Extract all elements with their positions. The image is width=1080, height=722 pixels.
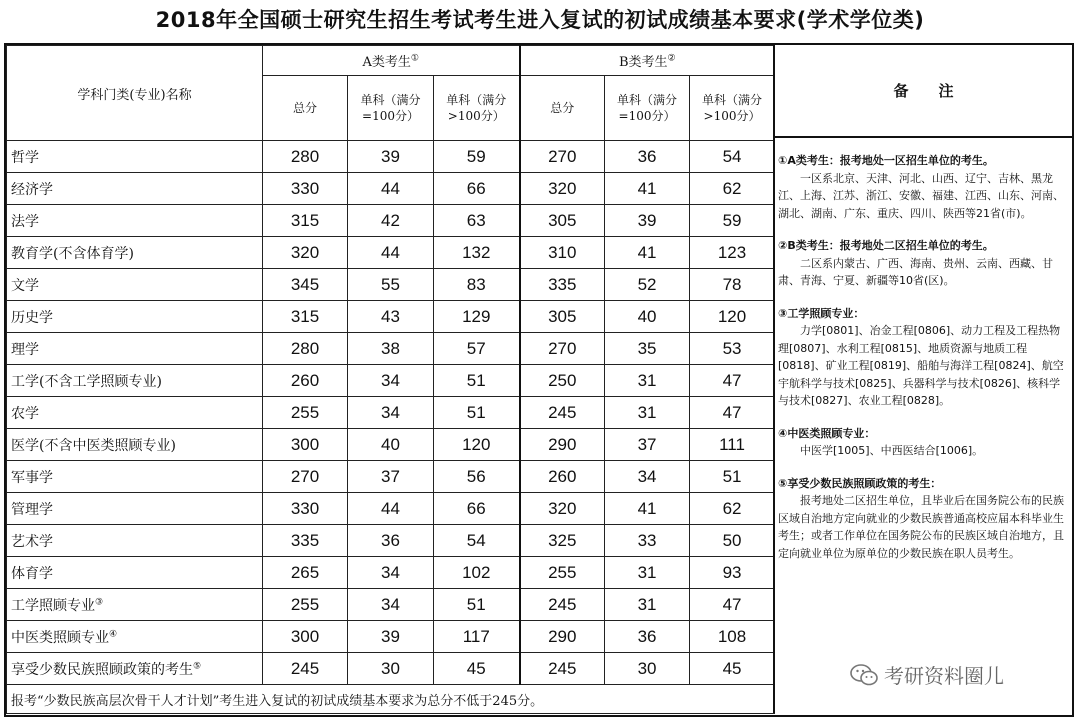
- table-row: [7, 429, 775, 461]
- b-single-100-cell: 41: [605, 173, 690, 205]
- b-total-cell: 290: [520, 429, 605, 461]
- b-single-gt100-cell: 45: [690, 653, 775, 685]
- b-single-100-cell: 35: [605, 333, 690, 365]
- a-single-100-cell: 34: [348, 589, 434, 621]
- a-total-cell: 255: [263, 397, 348, 429]
- b-single-gt100-cell: 51: [690, 461, 775, 493]
- b-single-gt100-cell: 54: [690, 141, 775, 173]
- a-single-100-cell: 39: [348, 141, 434, 173]
- table-row: [7, 461, 775, 493]
- subject-name: 艺术学: [7, 525, 263, 557]
- subject-name: 文学: [7, 269, 263, 301]
- note-title: ④中医类照顾专业：: [778, 426, 876, 440]
- a-single-gt100-cell: 83: [434, 269, 520, 301]
- b-single-100-cell: 33: [605, 525, 690, 557]
- a-total-cell: 280: [263, 333, 348, 365]
- a-single-gt100-cell: 57: [434, 333, 520, 365]
- b-single-gt100-cell: 47: [690, 397, 775, 429]
- b-total-cell: 260: [520, 461, 605, 493]
- subject-name: 教育学(不含体育学): [7, 237, 263, 269]
- table-row: [7, 493, 775, 525]
- b-single-100-cell: 31: [605, 397, 690, 429]
- a-total-cell: 330: [263, 173, 348, 205]
- table-row: [7, 621, 775, 653]
- subject-name: 法学: [7, 205, 263, 237]
- subject-name: 哲学: [7, 141, 263, 173]
- b-single-gt100-cell: 78: [690, 269, 775, 301]
- a-total-cell: 245: [263, 653, 348, 685]
- subject-name: 享受少数民族照顾政策的考生⑤: [7, 653, 263, 685]
- note-body: 报考地处二区招生单位，且毕业后在国务院公布的民族区域自治地方定向就业的少数民族普通高校应届本科毕业生考生；或者工作单位在国务院公布的民族区域自治地方，且定向就业单位为原单位的少数民族在职人员考生。: [778, 494, 1064, 560]
- b-single-100-cell: 41: [605, 493, 690, 525]
- subject-name: 工学照顾专业③: [7, 589, 263, 621]
- a-single-100-cell: 44: [348, 173, 434, 205]
- b-single-gt100-header: 单科（满分>100分）: [690, 76, 775, 141]
- b-total-cell: 270: [520, 333, 605, 365]
- b-single-100-cell: 36: [605, 621, 690, 653]
- b-single-gt100-cell: 47: [690, 589, 775, 621]
- a-total-cell: 255: [263, 589, 348, 621]
- b-single-gt100-cell: 53: [690, 333, 775, 365]
- a-single-gt100-cell: 51: [434, 365, 520, 397]
- b-single-100-cell: 31: [605, 365, 690, 397]
- a-single-gt100-cell: 54: [434, 525, 520, 557]
- b-single-100-cell: 30: [605, 653, 690, 685]
- note-item: [778, 475, 1068, 563]
- table-row: [7, 525, 775, 557]
- b-total-cell: 245: [520, 397, 605, 429]
- table-row: [7, 397, 775, 429]
- a-single-100-cell: 44: [348, 493, 434, 525]
- notes-column: [773, 45, 1072, 713]
- table-row: [7, 333, 775, 365]
- a-single-100-cell: 39: [348, 621, 434, 653]
- b-single-100-header: 单科（满分=100分）: [605, 76, 690, 141]
- subject-name: 中医类照顾专业④: [7, 621, 263, 653]
- a-single-100-cell: 34: [348, 557, 434, 589]
- a-single-100-cell: 34: [348, 365, 434, 397]
- a-single-100-cell: 55: [348, 269, 434, 301]
- subject-name: 军事学: [7, 461, 263, 493]
- a-total-cell: 315: [263, 205, 348, 237]
- a-single-100-cell: 38: [348, 333, 434, 365]
- a-single-100-cell: 37: [348, 461, 434, 493]
- note-item: [778, 237, 1068, 290]
- watermark: [850, 660, 1004, 689]
- table-row: [7, 365, 775, 397]
- a-single-100-cell: 42: [348, 205, 434, 237]
- b-single-100-cell: 39: [605, 205, 690, 237]
- group-a-header: A类考生①: [263, 46, 520, 76]
- a-total-header: 总分: [263, 76, 348, 141]
- a-single-100-cell: 30: [348, 653, 434, 685]
- a-single-gt100-cell: 129: [434, 301, 520, 333]
- note-item: [778, 152, 1068, 222]
- table-row: [7, 653, 775, 685]
- a-total-cell: 260: [263, 365, 348, 397]
- a-total-cell: 320: [263, 237, 348, 269]
- subject-name: 农学: [7, 397, 263, 429]
- group-b-header: B类考生②: [520, 46, 775, 76]
- a-single-100-cell: 34: [348, 397, 434, 429]
- b-single-100-cell: 34: [605, 461, 690, 493]
- a-single-100-cell: 40: [348, 429, 434, 461]
- subject-name: 经济学: [7, 173, 263, 205]
- b-single-gt100-cell: 47: [690, 365, 775, 397]
- a-total-cell: 265: [263, 557, 348, 589]
- table-row: [7, 173, 775, 205]
- a-total-cell: 335: [263, 525, 348, 557]
- subject-name: 理学: [7, 333, 263, 365]
- note-title: ②B类考生：报考地处二区招生单位的考生。: [778, 239, 994, 252]
- b-total-cell: 310: [520, 237, 605, 269]
- b-single-gt100-cell: 50: [690, 525, 775, 557]
- b-single-gt100-cell: 59: [690, 205, 775, 237]
- a-total-cell: 315: [263, 301, 348, 333]
- table-row: [7, 269, 775, 301]
- b-single-100-cell: 37: [605, 429, 690, 461]
- b-single-gt100-cell: 123: [690, 237, 775, 269]
- b-total-cell: 255: [520, 557, 605, 589]
- a-single-gt100-cell: 102: [434, 557, 520, 589]
- subject-header: 学科门类(专业)名称: [7, 46, 263, 141]
- b-total-cell: 245: [520, 653, 605, 685]
- b-single-gt100-cell: 120: [690, 301, 775, 333]
- note-body: 力学[0801]、冶金工程[0806]、动力工程及工程热物理[0807]、水利工程[0815]、地质资源与地质工程[0818]、矿业工程[0819]、船舶与海洋工程[0824]、航空宇航科学与技术[0825]、兵器科学与技术[0826]、核科学与技术[0827]、农业工程[0828]。: [778, 324, 1064, 407]
- a-single-gt100-cell: 45: [434, 653, 520, 685]
- subject-name: 体育学: [7, 557, 263, 589]
- b-total-cell: 305: [520, 205, 605, 237]
- watermark-text: 考研资料圈儿: [884, 664, 1004, 688]
- footer-note: 报考“少数民族高层次骨干人才计划”考生进入复试的初试成绩基本要求为总分不低于245分。: [7, 685, 775, 714]
- a-single-gt100-cell: 120: [434, 429, 520, 461]
- note-title: ⑤享受少数民族照顾政策的考生：: [778, 476, 942, 490]
- b-single-100-cell: 41: [605, 237, 690, 269]
- b-total-cell: 320: [520, 493, 605, 525]
- b-single-gt100-cell: 62: [690, 173, 775, 205]
- b-single-100-cell: 36: [605, 141, 690, 173]
- subject-name: 历史学: [7, 301, 263, 333]
- score-table: [6, 45, 775, 714]
- table-row: [7, 237, 775, 269]
- a-single-gt100-header: 单科（满分>100分）: [434, 76, 520, 141]
- note-item: [778, 305, 1068, 410]
- note-body: 二区系内蒙古、广西、海南、贵州、云南、西藏、甘肃、青海、宁夏、新疆等10省(区)。: [778, 256, 1053, 287]
- a-total-cell: 300: [263, 429, 348, 461]
- b-total-cell: 290: [520, 621, 605, 653]
- table-row: [7, 141, 775, 173]
- b-total-cell: 325: [520, 525, 605, 557]
- a-total-cell: 280: [263, 141, 348, 173]
- note-item: [778, 425, 1068, 460]
- a-single-gt100-cell: 59: [434, 141, 520, 173]
- table-row: [7, 301, 775, 333]
- table-row: [7, 205, 775, 237]
- b-total-cell: 245: [520, 589, 605, 621]
- table-row: [7, 589, 775, 621]
- a-single-100-cell: 36: [348, 525, 434, 557]
- b-single-100-cell: 31: [605, 589, 690, 621]
- notes-header: 备注: [775, 45, 1072, 138]
- note-body: 中医学[1005]、中西医结合[1006]。: [800, 444, 984, 457]
- page-title: 2018年全国硕士研究生招生考试考生进入复试的初试成绩基本要求(学术学位类): [155, 8, 925, 32]
- b-single-100-cell: 31: [605, 557, 690, 589]
- a-single-gt100-cell: 51: [434, 397, 520, 429]
- a-single-gt100-cell: 63: [434, 205, 520, 237]
- a-single-gt100-cell: 132: [434, 237, 520, 269]
- b-single-gt100-cell: 108: [690, 621, 775, 653]
- note-title: ①A类考生：报考地处一区招生单位的考生。: [778, 154, 994, 167]
- subject-name: 医学(不含中医类照顾专业): [7, 429, 263, 461]
- b-single-gt100-cell: 93: [690, 557, 775, 589]
- b-single-100-cell: 40: [605, 301, 690, 333]
- a-total-cell: 330: [263, 493, 348, 525]
- a-single-100-cell: 43: [348, 301, 434, 333]
- b-total-cell: 320: [520, 173, 605, 205]
- a-single-gt100-cell: 51: [434, 589, 520, 621]
- b-total-cell: 335: [520, 269, 605, 301]
- note-title: ③工学照顾专业：: [778, 306, 865, 320]
- b-single-100-cell: 52: [605, 269, 690, 301]
- a-single-gt100-cell: 56: [434, 461, 520, 493]
- subject-name: 管理学: [7, 493, 263, 525]
- a-single-gt100-cell: 66: [434, 493, 520, 525]
- wechat-icon: [850, 664, 878, 686]
- a-single-100-cell: 44: [348, 237, 434, 269]
- a-single-100-header: 单科（满分=100分）: [348, 76, 434, 141]
- b-single-gt100-cell: 62: [690, 493, 775, 525]
- a-total-cell: 300: [263, 621, 348, 653]
- b-single-gt100-cell: 111: [690, 429, 775, 461]
- b-total-cell: 305: [520, 301, 605, 333]
- subject-name: 工学(不含工学照顾专业): [7, 365, 263, 397]
- a-total-cell: 345: [263, 269, 348, 301]
- notes-body: [775, 138, 1072, 562]
- b-total-cell: 250: [520, 365, 605, 397]
- a-single-gt100-cell: 117: [434, 621, 520, 653]
- a-total-cell: 270: [263, 461, 348, 493]
- b-total-header: 总分: [520, 76, 605, 141]
- table-row: [7, 557, 775, 589]
- a-single-gt100-cell: 66: [434, 173, 520, 205]
- b-total-cell: 270: [520, 141, 605, 173]
- note-body: 一区系北京、天津、河北、山西、辽宁、吉林、黑龙江、上海、江苏、浙江、安徽、福建、江西、山东、河南、湖北、湖南、广东、重庆、四川、陕西等21省(市)。: [778, 171, 1064, 220]
